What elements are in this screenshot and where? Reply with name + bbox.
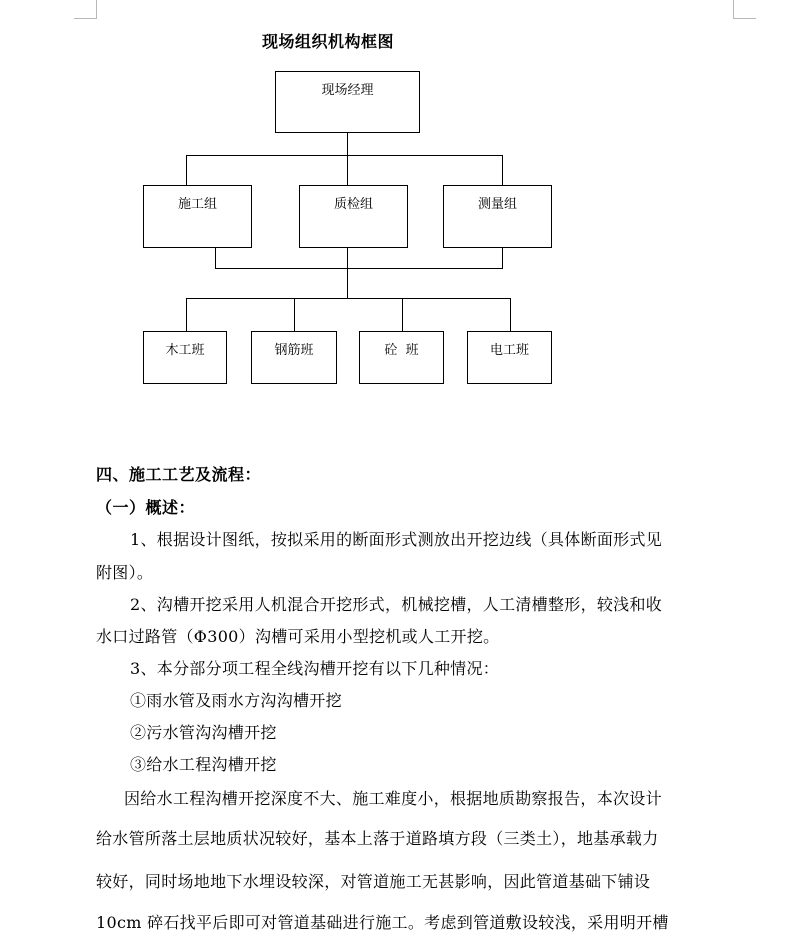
connector-team3-up <box>402 298 403 331</box>
box-group-label: 施工组 <box>177 197 217 212</box>
box-team-rebar <box>251 331 337 384</box>
connector-team4-up <box>510 298 511 331</box>
list-item: ①雨水管及雨水方沟沟槽开挖 <box>130 691 342 710</box>
connector-groups-horizontal <box>186 155 503 156</box>
connector-merge-down <box>347 268 348 298</box>
connector-group1-up <box>186 155 187 185</box>
box-team-carpentry <box>143 331 227 384</box>
connector-team1-up <box>186 298 187 331</box>
box-group-label: 测量组 <box>477 197 517 212</box>
paragraph-2-line-2: 水口过路管（Φ300）沟槽可采用小型挖机或人工开挖。 <box>96 627 500 646</box>
paragraph-3: 3、本分部分项工程全线沟槽开挖有以下几种情况： <box>130 659 500 678</box>
box-team-concrete <box>359 331 444 384</box>
box-manager <box>275 71 420 133</box>
paragraph-4-line-4: 10cm 碎石找平后即可对管道基础进行施工。考虑到管道敷设较浅，采用明开槽 <box>96 913 669 932</box>
connector-group2-down <box>347 248 348 268</box>
box-group-survey <box>443 185 552 248</box>
box-team-label: 砼 班 <box>384 343 419 358</box>
box-team-electrical <box>467 331 552 384</box>
paragraph-4-line-3: 较好，同时场地地下水埋设较深，对管道施工无甚影响，因此管道基础下铺设 <box>96 872 651 891</box>
paragraph-4-line-2: 给水管所落土层地质状况较好，基本上落于道路填方段（三类土），地基承载力 <box>96 829 659 848</box>
connector-group3-down <box>502 248 503 268</box>
list-item: ②污水管沟沟槽开挖 <box>130 723 277 742</box>
list-item: ③给水工程沟槽开挖 <box>130 755 277 774</box>
connector-group2-up <box>347 155 348 185</box>
box-team-label: 钢筋班 <box>274 343 314 358</box>
connector-teams-horizontal <box>186 298 511 299</box>
box-group-quality <box>299 185 408 248</box>
box-group-label: 质检组 <box>333 197 373 212</box>
paragraph-1-line-1: 1、根据设计图纸，按拟采用的断面形式测放出开挖边线（具体断面形式见 <box>130 530 663 549</box>
connector-merge-horizontal <box>215 268 503 269</box>
box-team-label: 电工班 <box>489 343 529 358</box>
section-subheading: （一）概述： <box>96 498 196 517</box>
connector-group1-down <box>215 248 216 268</box>
org-chart-title: 现场组织机构框图 <box>262 32 395 51</box>
box-manager-label: 现场经理 <box>321 83 374 98</box>
paragraph-4-line-1: 因给水工程沟槽开挖深度不大、施工难度小，根据地质勘察报告，本次设计 <box>124 789 662 808</box>
page-corner-mark-left <box>74 0 97 19</box>
connector-manager-down <box>347 133 348 155</box>
box-group-construction <box>143 185 252 248</box>
paragraph-1-line-2: 附图）。 <box>96 563 154 582</box>
section-heading: 四、施工工艺及流程： <box>96 465 262 484</box>
connector-group3-up <box>502 155 503 185</box>
box-team-label: 木工班 <box>165 343 205 358</box>
page-corner-mark-right <box>733 0 756 19</box>
paragraph-2-line-1: 2、沟槽开挖采用人机混合开挖形式，机械挖槽，人工清槽整形，较浅和收 <box>130 595 663 614</box>
connector-team2-up <box>294 298 295 331</box>
